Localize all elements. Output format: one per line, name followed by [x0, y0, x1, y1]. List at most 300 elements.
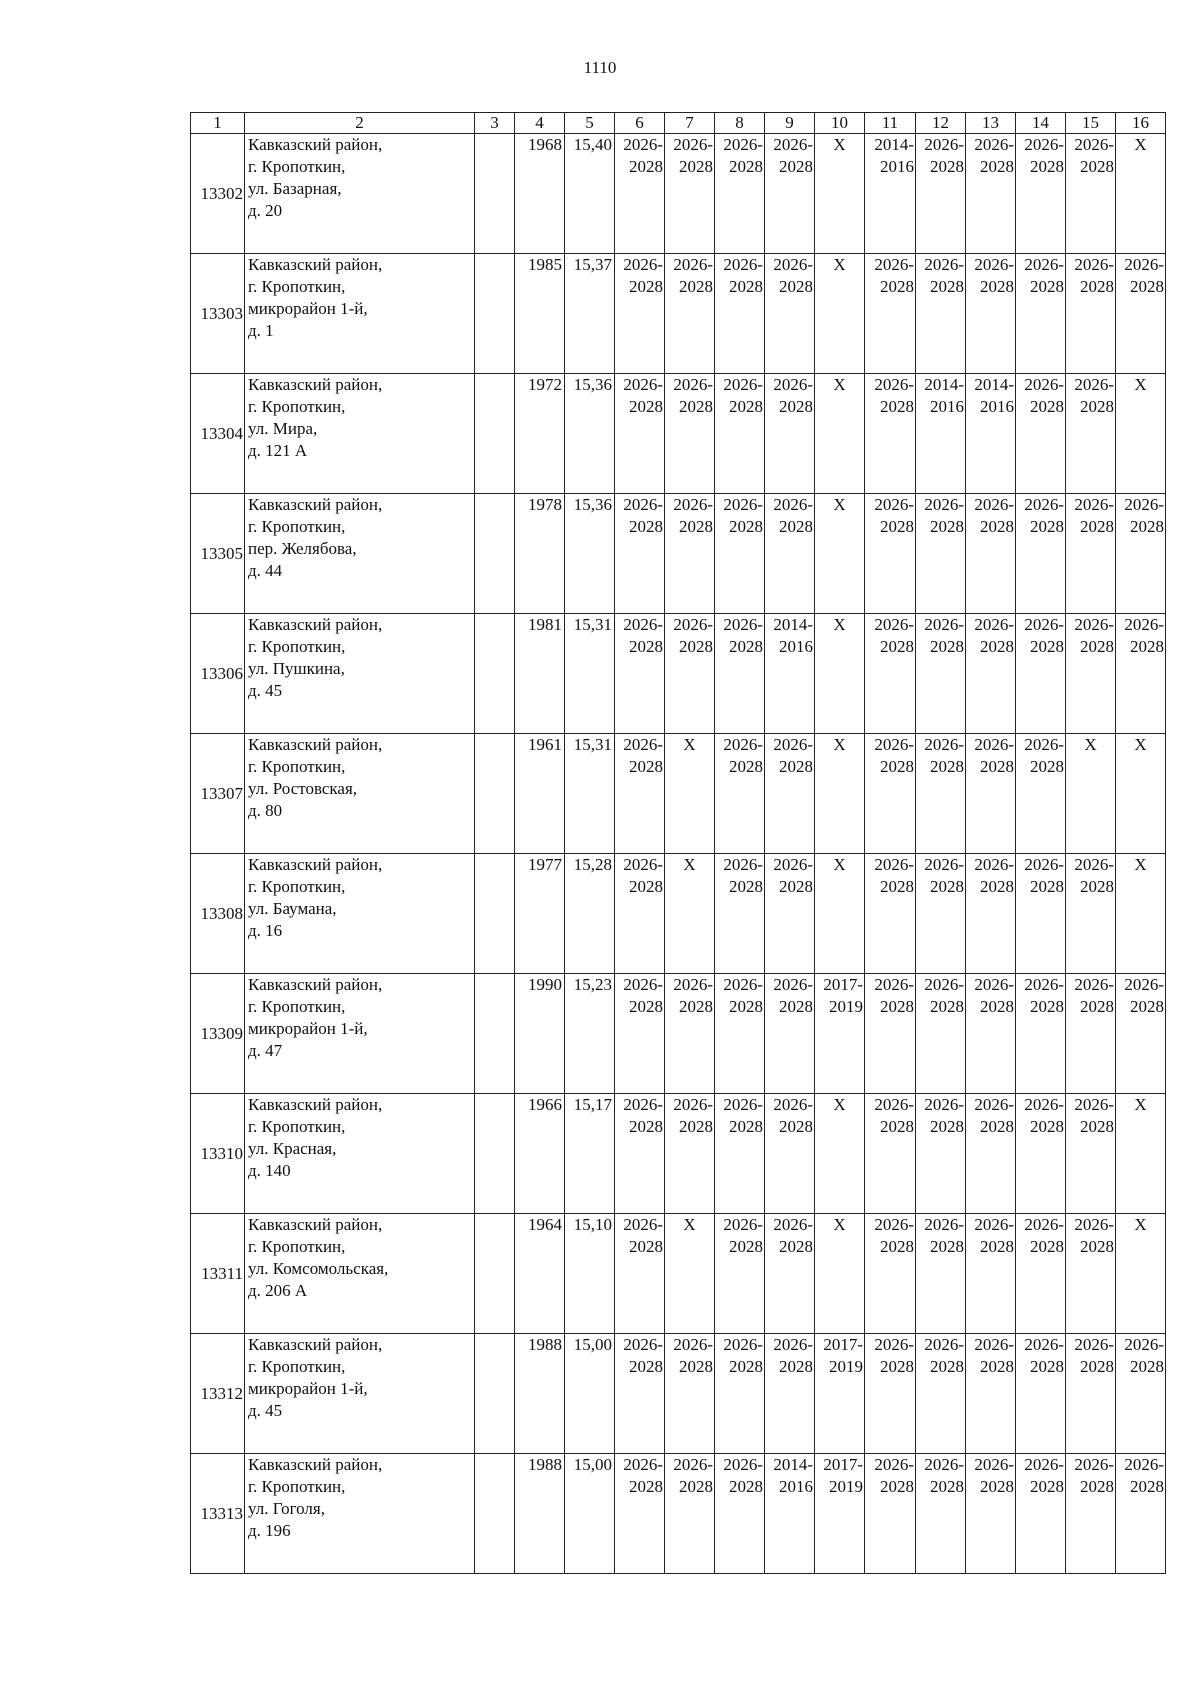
period-cell: X: [665, 734, 715, 854]
period-start: 2026-: [874, 1215, 914, 1234]
address-line: Кавказский район,: [248, 1455, 383, 1474]
period-cell: [1016, 614, 1066, 734]
period-end: 2016: [779, 1477, 813, 1496]
address-line: д. 45: [248, 681, 283, 700]
period-cell: X: [815, 254, 865, 374]
period-end: 2028: [729, 157, 763, 176]
period-cell: [815, 1334, 865, 1454]
period-cell: [815, 1454, 865, 1574]
column-3-cell: [475, 974, 515, 1094]
period-start: 2026-: [1074, 375, 1114, 394]
period-start: 2026-: [773, 975, 813, 994]
period-end: 2028: [880, 997, 914, 1016]
period-start: 2026-: [874, 495, 914, 514]
period-cell: [966, 134, 1016, 254]
period-end: 2028: [930, 277, 964, 296]
period-start: 2026-: [723, 735, 763, 754]
period-end: 2028: [629, 997, 663, 1016]
period-end: 2028: [1030, 757, 1064, 776]
period-cell: [865, 1334, 916, 1454]
period-start: 2026-: [723, 615, 763, 634]
table-row: [191, 1214, 1166, 1334]
address-line: микрорайон 1-й,: [248, 1019, 368, 1038]
page-number: 1110: [583, 58, 617, 77]
column-header: 7: [665, 113, 715, 134]
period-end: 2028: [880, 397, 914, 416]
period-end: 2028: [1080, 277, 1114, 296]
period-cell: [665, 254, 715, 374]
period-start: 2026-: [924, 1455, 964, 1474]
row-id-cell: 13312: [191, 1334, 245, 1454]
period-cell: [916, 734, 966, 854]
period-end: 2028: [980, 1117, 1014, 1136]
period-end: 2028: [880, 1357, 914, 1376]
period-end: 2028: [880, 517, 914, 536]
row-id-cell: 13303: [191, 254, 245, 374]
period-cell: [715, 254, 765, 374]
period-cell: [1116, 254, 1166, 374]
period-cell: X: [815, 1214, 865, 1334]
address-line: д. 47: [248, 1041, 283, 1060]
period-end: 2028: [779, 877, 813, 896]
period-start: 2026-: [974, 1215, 1014, 1234]
period-cell: X: [1116, 854, 1166, 974]
period-cell: [715, 974, 765, 1094]
period-end: 2028: [980, 517, 1014, 536]
period-cell: X: [815, 494, 865, 614]
value-cell: 15,10: [565, 1214, 615, 1334]
period-start: 2026-: [1024, 1335, 1064, 1354]
period-cell: [1066, 374, 1116, 494]
period-end: 2028: [930, 1117, 964, 1136]
period-start: 2017-: [823, 1335, 863, 1354]
period-end: 2028: [1130, 997, 1164, 1016]
period-end: 2019: [829, 1477, 863, 1496]
address-line: Кавказский район,: [248, 975, 383, 994]
period-cell: [615, 614, 665, 734]
address-line: г. Кропоткин,: [248, 1117, 346, 1136]
column-header: 10: [815, 113, 865, 134]
period-cell: [916, 254, 966, 374]
period-cell: [966, 734, 1016, 854]
period-cell: [765, 974, 815, 1094]
period-end: 2028: [880, 277, 914, 296]
period-start: 2026-: [924, 975, 964, 994]
period-start: 2026-: [623, 135, 663, 154]
period-start: 2026-: [924, 135, 964, 154]
period-cell: [865, 734, 916, 854]
period-end: 2028: [930, 637, 964, 656]
period-end: 2028: [1130, 517, 1164, 536]
year-cell: 1990: [515, 974, 565, 1094]
period-end: 2028: [729, 877, 763, 896]
period-start: 2026-: [874, 1335, 914, 1354]
period-end: 2028: [1030, 1357, 1064, 1376]
period-end: 2028: [729, 1117, 763, 1136]
period-start: 2026-: [773, 135, 813, 154]
column-header: 3: [475, 113, 515, 134]
header-row: [191, 113, 1166, 134]
period-cell: [765, 494, 815, 614]
period-end: 2028: [930, 1357, 964, 1376]
period-start: 2026-: [1074, 615, 1114, 634]
period-start: 2026-: [924, 735, 964, 754]
value-cell: 15,00: [565, 1454, 615, 1574]
address-line: г. Кропоткин,: [248, 1357, 346, 1376]
period-start: 2026-: [1124, 975, 1164, 994]
address-line: ул. Гоголя,: [248, 1499, 325, 1518]
period-start: 2026-: [623, 1455, 663, 1474]
column-3-cell: [475, 1454, 515, 1574]
period-end: 2028: [679, 1117, 713, 1136]
period-cell: X: [1116, 134, 1166, 254]
period-cell: [1066, 494, 1116, 614]
period-end: 2028: [980, 157, 1014, 176]
address-cell: [245, 374, 475, 494]
period-cell: [966, 854, 1016, 974]
period-end: 2028: [629, 397, 663, 416]
period-end: 2028: [1130, 1477, 1164, 1496]
period-end: 2028: [1130, 277, 1164, 296]
period-cell: [865, 1094, 916, 1214]
period-end: 2028: [880, 757, 914, 776]
period-cell: [1016, 374, 1066, 494]
period-end: 2028: [779, 1357, 813, 1376]
period-start: 2026-: [1024, 495, 1064, 514]
period-cell: [1016, 1214, 1066, 1334]
period-end: 2028: [629, 1237, 663, 1256]
period-end: 2028: [1030, 1237, 1064, 1256]
period-cell: [1116, 1334, 1166, 1454]
column-header: 6: [615, 113, 665, 134]
year-cell: 1972: [515, 374, 565, 494]
period-start: 2014-: [773, 615, 813, 634]
period-end: 2028: [1030, 1477, 1064, 1496]
period-start: 2026-: [1024, 615, 1064, 634]
period-cell: [1066, 1214, 1116, 1334]
period-cell: [1016, 1454, 1066, 1574]
period-end: 2028: [679, 517, 713, 536]
period-cell: [765, 854, 815, 974]
period-cell: [1066, 854, 1116, 974]
period-cell: [715, 494, 765, 614]
period-cell: [765, 134, 815, 254]
period-cell: [1066, 1454, 1116, 1574]
period-cell: [1066, 1334, 1116, 1454]
period-start: 2026-: [874, 735, 914, 754]
period-cell: [865, 974, 916, 1094]
address-line: ул. Комсомольская,: [248, 1259, 389, 1278]
period-cell: [966, 1214, 1016, 1334]
address-line: д. 121 А: [248, 441, 308, 460]
value-cell: 15,40: [565, 134, 615, 254]
period-cell: [916, 974, 966, 1094]
period-start: 2026-: [723, 1335, 763, 1354]
address-line: г. Кропоткин,: [248, 877, 346, 896]
address-cell: [245, 1334, 475, 1454]
period-cell: X: [815, 614, 865, 734]
period-end: 2016: [779, 637, 813, 656]
column-3-cell: [475, 134, 515, 254]
period-end: 2028: [980, 1357, 1014, 1376]
period-end: 2028: [980, 277, 1014, 296]
table-row: [191, 734, 1166, 854]
period-start: 2017-: [823, 975, 863, 994]
period-start: 2026-: [673, 495, 713, 514]
period-end: 2028: [1030, 517, 1064, 536]
address-line: микрорайон 1-й,: [248, 299, 368, 318]
address-line: ул. Мира,: [248, 419, 318, 438]
period-start: 2026-: [723, 255, 763, 274]
address-cell: [245, 974, 475, 1094]
column-header: 1: [191, 113, 245, 134]
period-end: 2028: [1130, 1357, 1164, 1376]
period-end: 2028: [729, 517, 763, 536]
period-cell: [665, 1334, 715, 1454]
period-start: 2026-: [773, 735, 813, 754]
period-start: 2026-: [924, 255, 964, 274]
address-cell: [245, 1454, 475, 1574]
address-line: микрорайон 1-й,: [248, 1379, 368, 1398]
period-cell: [916, 494, 966, 614]
period-cell: [815, 974, 865, 1094]
period-start: 2026-: [924, 855, 964, 874]
period-cell: [715, 854, 765, 974]
period-start: 2026-: [773, 1335, 813, 1354]
period-end: 2028: [779, 277, 813, 296]
period-end: 2028: [1080, 637, 1114, 656]
period-start: 2026-: [924, 495, 964, 514]
period-cell: [715, 1214, 765, 1334]
period-start: 2026-: [1074, 1455, 1114, 1474]
period-end: 2019: [829, 997, 863, 1016]
period-start: 2026-: [1074, 255, 1114, 274]
period-cell: [765, 1094, 815, 1214]
period-end: 2028: [1030, 277, 1064, 296]
period-end: 2028: [930, 757, 964, 776]
address-line: ул. Красная,: [248, 1139, 337, 1158]
period-start: 2026-: [623, 255, 663, 274]
period-start: 2014-: [874, 135, 914, 154]
period-cell: [916, 1094, 966, 1214]
period-end: 2028: [779, 997, 813, 1016]
table-body: [191, 134, 1166, 1574]
period-end: 2019: [829, 1357, 863, 1376]
period-cell: [765, 374, 815, 494]
period-cell: [916, 134, 966, 254]
period-cell: [966, 1094, 1016, 1214]
period-cell: [966, 974, 1016, 1094]
period-cell: [916, 1454, 966, 1574]
period-start: 2026-: [974, 735, 1014, 754]
address-line: д. 140: [248, 1161, 291, 1180]
address-line: д. 80: [248, 801, 283, 820]
period-end: 2028: [980, 637, 1014, 656]
period-start: 2026-: [1024, 855, 1064, 874]
period-start: 2026-: [1074, 495, 1114, 514]
column-3-cell: [475, 1214, 515, 1334]
period-start: 2026-: [1024, 735, 1064, 754]
column-header: 13: [966, 113, 1016, 134]
period-end: 2028: [880, 1237, 914, 1256]
period-cell: [1066, 974, 1116, 1094]
period-cell: [865, 614, 916, 734]
period-start: 2026-: [974, 975, 1014, 994]
period-cell: [665, 614, 715, 734]
period-start: 2014-: [974, 375, 1014, 394]
period-end: 2028: [1080, 1477, 1114, 1496]
period-start: 2026-: [623, 1215, 663, 1234]
table-row: [191, 854, 1166, 974]
year-cell: 1981: [515, 614, 565, 734]
period-end: 2028: [980, 1237, 1014, 1256]
address-line: д. 16: [248, 921, 283, 940]
period-start: 2026-: [1024, 1455, 1064, 1474]
period-cell: [1066, 1094, 1116, 1214]
period-end: 2028: [629, 877, 663, 896]
period-end: 2028: [779, 397, 813, 416]
period-cell: [966, 254, 1016, 374]
period-cell: X: [1066, 734, 1116, 854]
period-cell: [715, 134, 765, 254]
period-end: 2028: [1030, 997, 1064, 1016]
period-end: 2028: [1080, 1237, 1114, 1256]
period-start: 2026-: [1074, 855, 1114, 874]
period-end: 2028: [1080, 157, 1114, 176]
address-line: пер. Желябова,: [248, 539, 357, 558]
period-start: 2026-: [1124, 1455, 1164, 1474]
address-line: д. 44: [248, 561, 283, 580]
row-id-cell: 13307: [191, 734, 245, 854]
period-end: 2028: [679, 1477, 713, 1496]
period-end: 2028: [980, 877, 1014, 896]
period-cell: [715, 734, 765, 854]
period-start: 2026-: [723, 1095, 763, 1114]
period-cell: [615, 374, 665, 494]
period-cell: [615, 1334, 665, 1454]
value-cell: 15,37: [565, 254, 615, 374]
value-cell: 15,36: [565, 374, 615, 494]
period-start: 2026-: [1074, 135, 1114, 154]
period-cell: [715, 1094, 765, 1214]
address-cell: [245, 254, 475, 374]
period-cell: [1066, 134, 1116, 254]
period-cell: X: [815, 134, 865, 254]
period-start: 2026-: [874, 1095, 914, 1114]
address-line: д. 20: [248, 201, 283, 220]
period-end: 2028: [1130, 637, 1164, 656]
period-cell: [765, 254, 815, 374]
address-line: г. Кропоткин,: [248, 1477, 346, 1496]
period-cell: X: [665, 1214, 715, 1334]
period-start: 2026-: [623, 855, 663, 874]
address-line: д. 1: [248, 321, 274, 340]
address-line: г. Кропоткин,: [248, 637, 346, 656]
period-end: 2028: [1030, 637, 1064, 656]
period-end: 2028: [980, 757, 1014, 776]
period-cell: [765, 614, 815, 734]
row-id-cell: 13310: [191, 1094, 245, 1214]
period-start: 2014-: [773, 1455, 813, 1474]
address-line: ул. Баумана,: [248, 899, 337, 918]
column-header: 14: [1016, 113, 1066, 134]
column-header: 5: [565, 113, 615, 134]
period-end: 2028: [930, 997, 964, 1016]
period-end: 2028: [1080, 397, 1114, 416]
period-end: 2028: [629, 277, 663, 296]
period-start: 2026-: [723, 1455, 763, 1474]
period-end: 2028: [930, 877, 964, 896]
period-start: 2026-: [1074, 1095, 1114, 1114]
value-cell: 15,23: [565, 974, 615, 1094]
period-cell: [1016, 1094, 1066, 1214]
period-start: 2026-: [723, 375, 763, 394]
period-start: 2026-: [1024, 375, 1064, 394]
period-start: 2026-: [723, 1215, 763, 1234]
period-cell: [1016, 854, 1066, 974]
period-cell: X: [1116, 734, 1166, 854]
address-line: Кавказский район,: [248, 855, 383, 874]
year-cell: 1988: [515, 1454, 565, 1574]
period-cell: [715, 1334, 765, 1454]
period-cell: [1116, 614, 1166, 734]
period-cell: [1016, 1334, 1066, 1454]
column-3-cell: [475, 854, 515, 974]
period-end: 2028: [779, 517, 813, 536]
year-cell: 1966: [515, 1094, 565, 1214]
period-end: 2028: [629, 157, 663, 176]
period-cell: [665, 1454, 715, 1574]
value-cell: 15,17: [565, 1094, 615, 1214]
period-end: 2016: [980, 397, 1014, 416]
address-line: Кавказский район,: [248, 135, 383, 154]
period-start: 2026-: [623, 735, 663, 754]
column-header: 8: [715, 113, 765, 134]
period-end: 2028: [729, 757, 763, 776]
address-line: г. Кропоткин,: [248, 517, 346, 536]
period-start: 2026-: [1024, 135, 1064, 154]
value-cell: 15,31: [565, 614, 615, 734]
period-start: 2026-: [1124, 1335, 1164, 1354]
period-cell: [1016, 734, 1066, 854]
period-start: 2026-: [773, 1215, 813, 1234]
period-start: 2014-: [924, 375, 964, 394]
table-row: [191, 494, 1166, 614]
period-end: 2028: [1080, 877, 1114, 896]
period-start: 2026-: [673, 975, 713, 994]
address-line: г. Кропоткин,: [248, 1237, 346, 1256]
period-end: 2028: [679, 997, 713, 1016]
period-end: 2028: [980, 1477, 1014, 1496]
period-cell: [615, 1454, 665, 1574]
period-end: 2028: [880, 637, 914, 656]
period-start: 2026-: [723, 495, 763, 514]
period-end: 2028: [629, 1357, 663, 1376]
address-line: Кавказский район,: [248, 255, 383, 274]
period-start: 2026-: [974, 135, 1014, 154]
period-end: 2028: [779, 1237, 813, 1256]
period-cell: X: [1116, 1214, 1166, 1334]
period-end: 2028: [1030, 1117, 1064, 1136]
period-cell: X: [1116, 1094, 1166, 1214]
period-start: 2026-: [673, 1095, 713, 1114]
period-start: 2026-: [723, 135, 763, 154]
year-cell: 1977: [515, 854, 565, 974]
address-line: г. Кропоткин,: [248, 277, 346, 296]
column-header: 16: [1116, 113, 1166, 134]
column-header: 15: [1066, 113, 1116, 134]
year-cell: 1968: [515, 134, 565, 254]
